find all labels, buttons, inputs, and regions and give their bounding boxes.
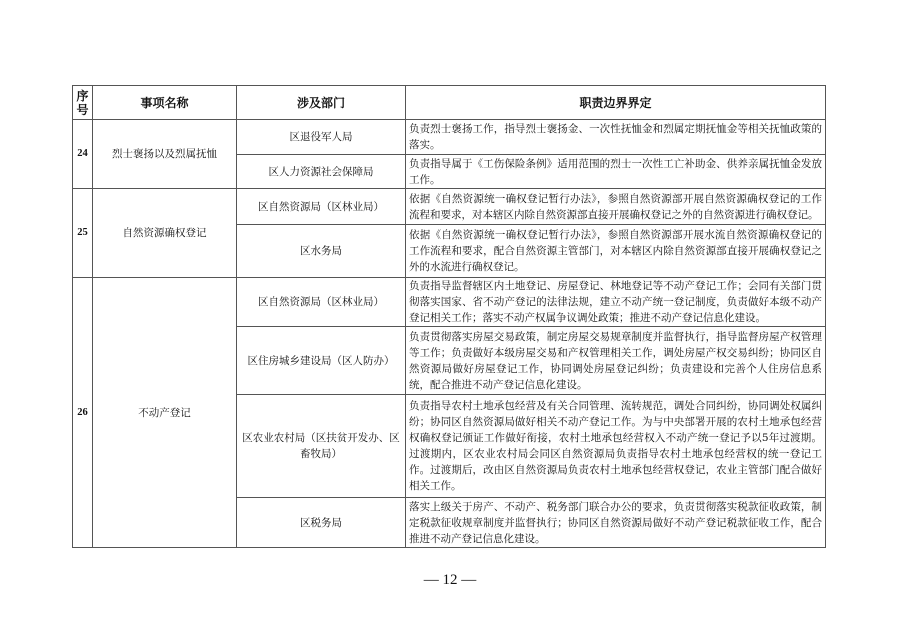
department: 区自然资源局（区林业局） (237, 278, 406, 327)
header-number: 序号 (73, 86, 93, 120)
department: 区自然资源局（区林业局） (237, 189, 406, 225)
department: 区退役军人局 (237, 120, 406, 155)
item-name: 不动产登记 (93, 278, 237, 548)
table-header-row (73, 86, 826, 120)
item-name: 自然资源确权登记 (93, 189, 237, 278)
boundary-text: 负责贯彻落实房屋交易政策，制定房屋交易规章制度并监督执行，指导监督房屋产权管理等工作；负责做好本级房屋交易和产权管理相关工作，调处房屋产权交易纠纷；协同区自然资源局做好房屋登记工作，协同调处房屋登记纠纷；负责建设和完善个人住房信息系统，配合推进不动产登记信息化建设。 (406, 327, 826, 395)
department: 区农业农村局（区扶贫开发办、区畜牧局） (237, 395, 406, 498)
department: 区住房城乡建设局（区人防办） (237, 327, 406, 395)
boundary-text: 负责烈士褒扬工作，指导烈士褒扬金、一次性抚恤金和烈属定期抚恤金等相关抚恤政策的落实。 (406, 120, 826, 155)
department: 区水务局 (237, 225, 406, 278)
row-number: 24 (73, 120, 93, 189)
boundary-text: 负责指导监督辖区内土地登记、房屋登记、林地登记等不动产登记工作；会同有关部门贯彻落实国家、省不动产登记的法律法规，建立不动产统一登记制度，负责做好本级不动产登记相关工作；落实不动产权属争议调处政策；推进不动产登记信息化建设。 (406, 278, 826, 327)
table-row (73, 120, 826, 155)
boundary-text: 依据《自然资源统一确权登记暂行办法》，参照自然资源部开展自然资源确权登记的工作流程和要求，对本辖区内除自然资源部直接开展确权登记之外的自然资源进行确权登记。 (406, 189, 826, 225)
header-boundary: 职责边界界定 (406, 86, 826, 120)
department: 区人力资源社会保障局 (237, 155, 406, 189)
table-row (73, 278, 826, 327)
boundary-text: 负责指导属于《工伤保险条例》适用范围的烈士一次性工亡补助金、供养亲属抚恤金发放工作。 (406, 155, 826, 189)
department: 区税务局 (237, 498, 406, 548)
header-department: 涉及部门 (237, 86, 406, 120)
table-row (73, 189, 826, 225)
boundary-text: 负责指导农村土地承包经营及有关合同管理、流转规范，调处合同纠纷，协同调处权属纠纷；协同区自然资源局做好相关不动产登记工作。为与中央部署开展的农村土地承包经营权确权登记颁证工作做好衔接，农村土地承包经营权入不动产统一登记予以5年过渡期。过渡期内，区农业农村局会同区自然资源局负责指导农村土地承包经营权的统一登记工作。过渡期后，改由区自然资源局负责农村土地承包经营权登记，农业主管部门配合做好相关工作。 (406, 395, 826, 498)
header-item: 事项名称 (93, 86, 237, 120)
boundary-text: 落实上级关于房产、不动产、税务部门联合办公的要求，负责贯彻落实税款征收政策，制定税款征收规章制度并监督执行；协同区自然资源局做好不动产登记税款征收工作，配合推进不动产登记信息化建设。 (406, 498, 826, 548)
item-name: 烈士褒扬以及烈属抚恤 (93, 120, 237, 189)
page-number: — 12 — (423, 572, 477, 588)
duty-boundary-table (72, 85, 826, 548)
row-number: 25 (73, 189, 93, 278)
boundary-text: 依据《自然资源统一确权登记暂行办法》，参照自然资源部开展水流自然资源确权登记的工作流程和要求，配合自然资源主管部门，对本辖区内除自然资源部直接开展确权登记之外的水流进行确权登记。 (406, 225, 826, 278)
row-number: 26 (73, 278, 93, 548)
